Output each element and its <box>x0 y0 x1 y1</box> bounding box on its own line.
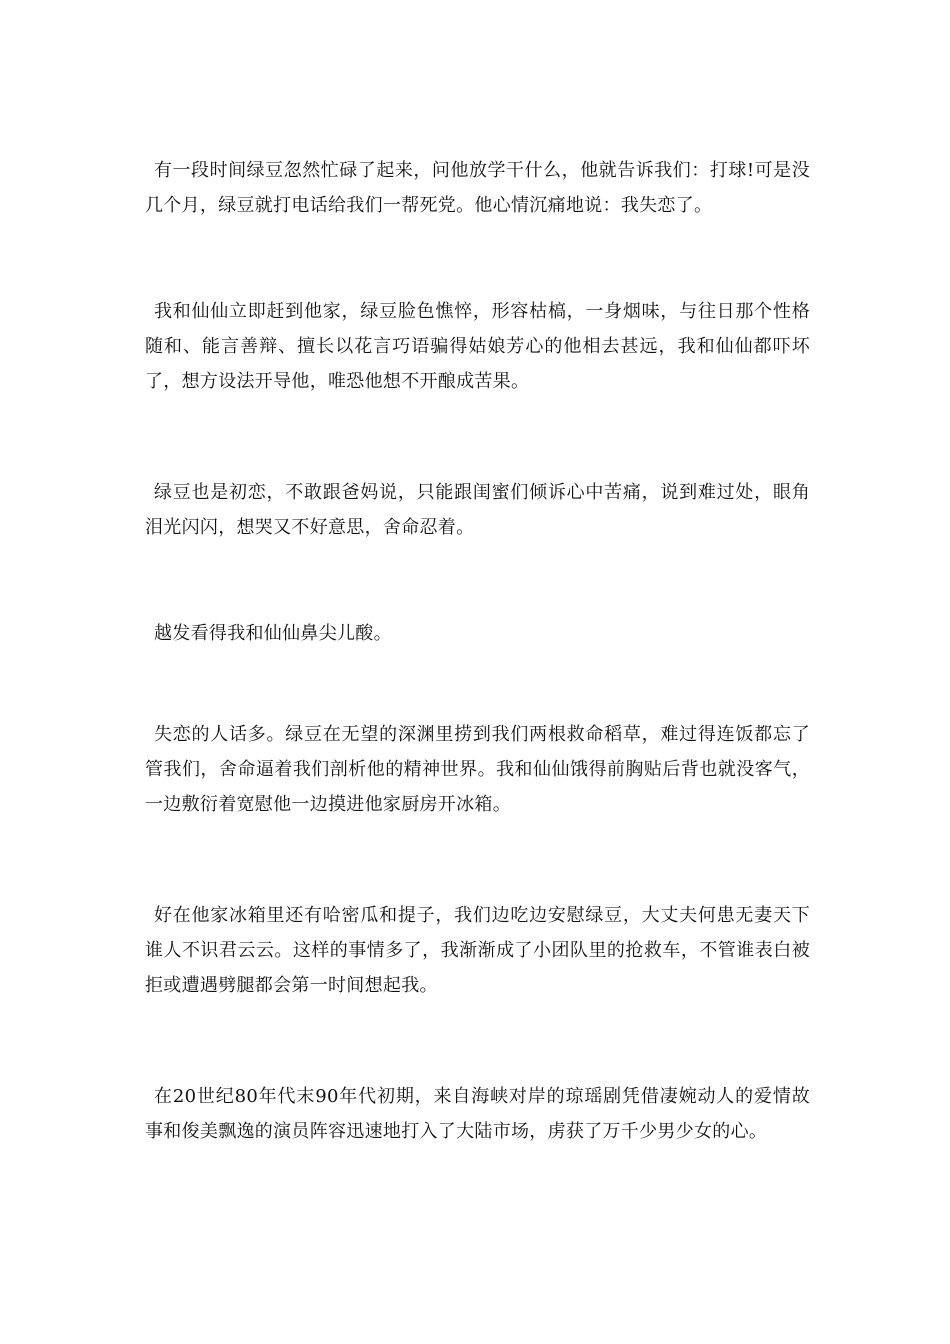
paragraph-2: 我和仙仙立即赶到他家，绿豆脸色憔悴，形容枯槁，一身烟味，与往日那个性格随和、能言善辩、擅长以花言巧语骗得姑娘芳心的他相去甚远，我和仙仙都吓坏了，想方设法开导他，唯恐他想不开酿成苦果。 <box>145 301 810 392</box>
paragraph-6: 好在他家冰箱里还有哈密瓜和提子，我们边吃边安慰绿豆，大丈夫何患无妻天下谁人不识君云云。这样的事情多了，我渐渐成了小团队里的抢救车，不管谁表白被拒或遭遇劈腿都会第一时间想起我。 <box>145 905 810 996</box>
paragraph-4: 越发看得我和仙仙鼻尖儿酸。 <box>154 623 392 644</box>
paragraph-3: 绿豆也是初恋，不敢跟爸妈说，只能跟闺蜜们倾诉心中苦痛，说到难过处，眼角泪光闪闪，想哭又不好意思，舍命忍着。 <box>145 482 810 538</box>
paragraph-7: 在20世纪80年代末90年代初期，来自海峡对岸的琼瑶剧凭借凄婉动人的爱情故事和俊美飘逸的演员阵容迅速地打入了大陆市场，虏获了万千少男少女的心。 <box>145 1086 810 1142</box>
paragraph-1: 有一段时间绿豆忽然忙碌了起来，问他放学干什么，他就告诉我们：打球!可是没几个月，绿豆就打电话给我们一帮死党。他心情沉痛地说：我失恋了。 <box>145 160 810 216</box>
paragraph-5: 失恋的人话多。绿豆在无望的深渊里捞到我们两根救命稻草，难过得连饭都忘了管我们，舍命逼着我们剖析他的精神世界。我和仙仙饿得前胸贴后背也就没客气，一边敷衍着宽慰他一边摸进他家厨房开冰箱。 <box>145 724 810 815</box>
